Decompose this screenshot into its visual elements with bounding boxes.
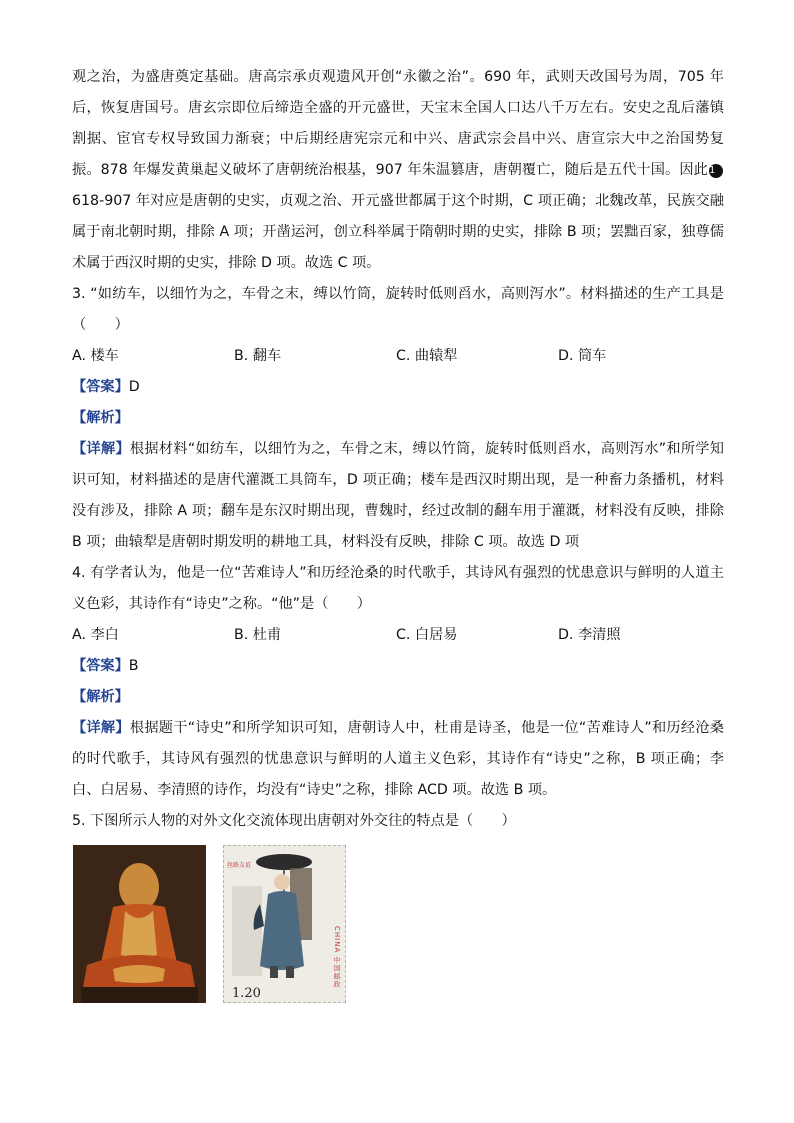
q4-option-b: B. 杜甫 <box>234 627 282 643</box>
q3-answer-label: 【 答案 】 <box>72 379 129 395</box>
document-content <box>72 62 724 1013</box>
q4-detail-text: 根据题干“诗史”和所学知识可知，唐朝诗人中，杜甫是诗圣，他是一位“苦难诗人”和历经沧桑的时代歌手，其诗风有强烈的忧患意识与鲜明的人道主义色彩，其诗作有“诗史”之称，B 项正确；李白、白居易、李清照的诗作，均没有“诗史”之称，排除 ACD 项。故选 B 项。 <box>72 720 724 798</box>
q4-analysis-label: 【 解析 】 <box>72 689 129 705</box>
q3-stem: 3. “如纺车，以细竹为之，车骨之末，缚以竹筒，旋转时低则舀水，高则泻水”。材料描述的生产工具是（ ） <box>72 286 724 333</box>
jianzhen-stamp <box>223 845 346 1003</box>
q5-images <box>72 843 724 1013</box>
q4-analysis <box>72 682 724 713</box>
q4-options <box>72 620 724 651</box>
q2-analysis-text-rest: 618-907 年对应是唐朝的史实，贞观之治、开元盛世都属于这个时期，C 项正确；北魏改革，民族交融属于南北朝时期，排除 A 项；开凿运河，创立科举属于隋朝时期的史实，排除 B 项；罢黜百家，独尊儒术属于西汉时期的史实，排除 D 项。故选 C 项。 <box>72 193 724 271</box>
q4-answer <box>72 651 724 682</box>
q3-detail <box>72 434 724 558</box>
q3-option-a: A. 楼车 <box>72 348 119 364</box>
q3-answer-value: D <box>128 379 140 395</box>
q4-detail-label: 【 详解 】 <box>72 720 130 736</box>
q2-analysis-continued <box>72 62 724 279</box>
stamp-value: 1.20 <box>232 986 261 1001</box>
q4-option-c: C. 白居易 <box>396 627 458 643</box>
circled-number-1: 1 <box>709 164 723 178</box>
q2-analysis-text: 观之治，为盛唐奠定基础。唐高宗承贞观遗风开创“永徽之治”。690 年，武则天改国号为周，705 年后，恢复唐国号。唐玄宗即位后缔造全盛的开元盛世，天宝末全国人口达八千万左右。安史之乱后藩镇割据、宦官专权导致国力渐衰；中后期经唐宪宗元和中兴、唐武宗会昌中兴、唐宣宗大中之治国势复振。878 年爆发黄巢起义破坏了唐朝统治根基，907 年朱温篡唐，唐朝覆亡，随后是五代十国。因此 <box>72 69 724 178</box>
q4-option-a: A. 李白 <box>72 627 119 643</box>
q3-options <box>72 341 724 372</box>
q3-option-b: B. 翻车 <box>234 348 282 364</box>
q3-detail-label: 【 详解 】 <box>72 441 130 457</box>
q3-option-d: D. 筒车 <box>558 348 607 364</box>
q4-option-d: D. 李清照 <box>558 627 621 643</box>
q4-stem: 4. 有学者认为，他是一位“苦难诗人”和历经沧桑的时代歌手，其诗风有强烈的忧患意识与鲜明的人道主义色彩，其诗作有“诗史”之称。“他”是（ ） <box>72 565 724 612</box>
q3-answer <box>72 372 724 403</box>
stamp-country-label: CHINA 中国邮政 <box>333 926 341 989</box>
stamp-series-label: 丝路友谊 <box>227 862 252 869</box>
q4-answer-value: B <box>128 658 139 674</box>
q4-answer-label: 【 答案 】 <box>72 658 129 674</box>
q5-stem: 5. 下图所示人物的对外文化交流体现出唐朝对外交往的特点是（ ） <box>72 813 516 829</box>
q3-analysis-label: 【 解析 】 <box>72 410 129 426</box>
monk-statue-photo <box>73 845 206 1003</box>
q3-detail-text: 根据材料“如纺车，以细竹为之，车骨之末，缚以竹筒，旋转时低则舀水，高则泻水”和所学知识可知，材料描述的是唐代灌溉工具筒车，D 项正确；楼车是西汉时期出现，是一种畜力条播机，材料没有涉及，排除 A 项；翻车是东汉时期出现，曹魏时，经过改制的翻车用于灌溉，材料没有反映，排除 B 项；曲辕犁是唐朝时期发明的耕地工具，材料没有反映，排除 C 项。故选 D 项 <box>72 441 724 550</box>
q3-option-c: C. 曲辕犁 <box>396 348 458 364</box>
q3-analysis <box>72 403 724 434</box>
q4-detail <box>72 713 724 806</box>
